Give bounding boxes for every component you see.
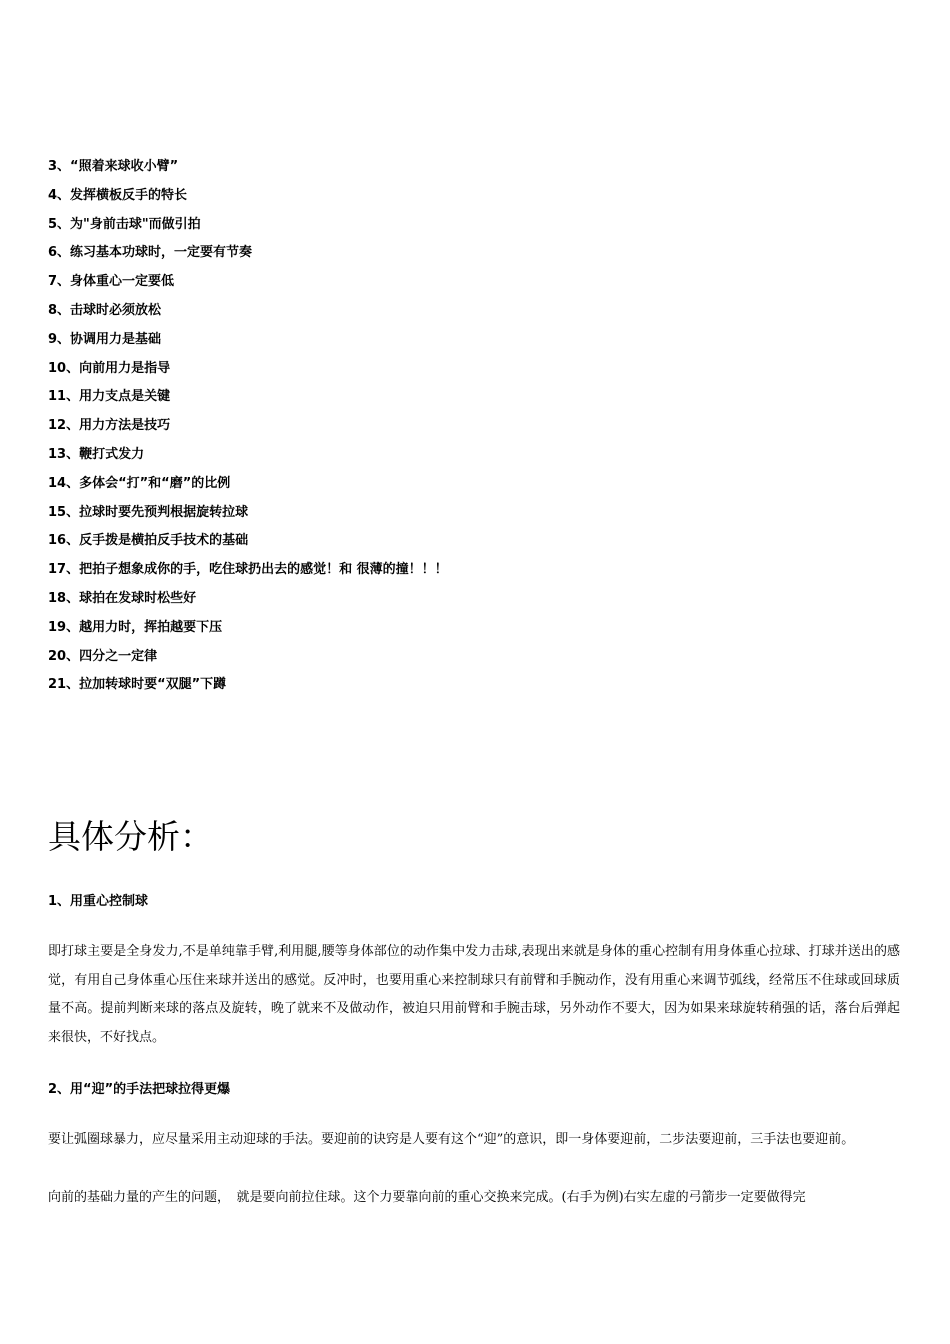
analysis-heading: 具体分析： <box>48 817 213 856</box>
list-item: 19、越用力时，挥拍越要下压 <box>48 619 223 635</box>
section-1-title: 1、用重心控制球 <box>48 894 149 909</box>
section-1-paragraph: 即打球主要是全身发力,不是单纯靠手臂,利用腿,腰等身体部位的动作集中发力击球,表现出来就是身体的重心控制有用身体重心拉球、打球并送出的感觉，有用自己身体重心压住来球并送出的感觉。反冲时，也要用重心来控制球只有前臂和手腕动作，没有用重心来调节弧线，经常压不住球或回球质量不高。提前判断来球的落点及旋转，晚了就来不及做动作，被迫只用前臂和手腕击球，另外动作不要大，因为如果来球旋转稍强的话，落台后弹起来很快，不好找点。 <box>48 944 900 1045</box>
list-item: 15、拉球时要先预判根据旋转拉球 <box>48 504 249 520</box>
technique-list <box>48 157 908 704</box>
list-item: 17、把拍子想象成你的手，吃住球扔出去的感觉！和 很薄的撞！！！ <box>48 562 448 578</box>
list-item: 20、四分之一定律 <box>48 648 158 664</box>
list-item: 13、鞭打式发力 <box>48 446 145 462</box>
list-item: 3、“照着来球收小臂” <box>48 159 179 174</box>
list-item: 11、用力支点是关键 <box>48 389 171 405</box>
list-item: 5、为"身前击球"而做引拍 <box>48 216 201 232</box>
list-item: 8、击球时必须放松 <box>48 302 162 318</box>
list-item: 10、向前用力是指导 <box>48 360 171 376</box>
section-2-title: 2、用“迎”的手法把球拉得更爆 <box>48 1082 231 1097</box>
list-item: 4、发挥横板反手的特长 <box>48 187 188 203</box>
section-2-paragraph-1: 要让弧圈球暴力，应尽量采用主动迎球的手法。要迎前的诀窍是人要有这个“迎”的意识，即一身体要迎前，二步法要迎前，三手法也要迎前。 <box>48 1132 855 1147</box>
list-item: 18、球拍在发球时松些好 <box>48 590 197 606</box>
list-item: 21、拉加转球时要“双腿”下蹲 <box>48 677 227 693</box>
list-item: 14、多体会“打”和“磨”的比例 <box>48 475 231 491</box>
list-item: 12、用力方法是技巧 <box>48 418 171 434</box>
list-item: 9、协调用力是基础 <box>48 331 162 347</box>
list-item: 7、身体重心一定要低 <box>48 274 175 290</box>
section-2-paragraph-2: 向前的基础力量的产生的问题， 就是要向前拉住球。这个力要靠向前的重心交换来完成。(右手为例)右实左虚的弓箭步一定要做得完 <box>48 1190 806 1205</box>
list-item: 6、练习基本功球时，一定要有节奏 <box>48 245 253 261</box>
list-item: 16、反手拨是横拍反手技术的基础 <box>48 533 249 549</box>
